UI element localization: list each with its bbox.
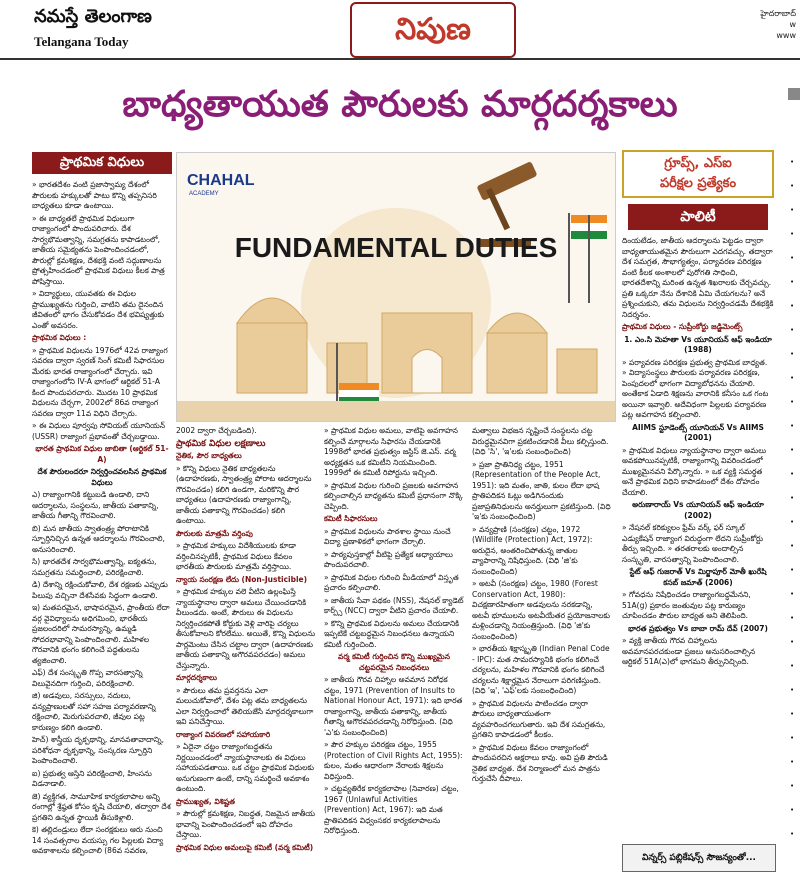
paragraph: » ప్రాథమిక హక్కుల వలె వీటిని ఉల్లంఘిస్తే న్యాయస్థానాల ద్వారా అమలు చేయించడానికి వీలుండదు. అంటే, పౌరులు ఈ విధులను నిర్వర్తించకపోతే కోర్టుకు వెళ్లి వారిపై చర్యలు తీసుకోవాలని కోరలేము. అయితే, కొన్ని విధులను పార్లమెంటు చేసిన చట్టాల ద్వారా (ఉదాహరణకు జాతీయ పతాకాన్ని అగౌరవపరచడం) అమలు చేస్తున్నారు. [176, 587, 316, 670]
case-title: 1. ఎం.సి మెహతా Vs యూనియన్ ఆఫ్ ఇండియా (1988) [624, 334, 772, 354]
paragraph: » పౌరుల్లో క్రమశిక్షణ, నిబద్ధత, నిజమైన జాతీయ భావాన్ని పెంపొందించడంలో ఇవి దోహదం చేస్తాయి. [176, 809, 316, 839]
subheading: ప్రాథమిక విధుల అమలుపై కమిటీ (వర్మ కమిటీ) [176, 842, 314, 852]
paragraph: » పౌరులు తమ ప్రవర్తనను ఎలా మలుచుకోవాలో, దేశం పట్ల తమ బాధ్యతలను ఎలా నిర్వర్తించాలో తెలియజేసే మార్గదర్శకాలుగా ఇవి పనిచేస్తాయి. [176, 685, 314, 726]
paragraph: » కొన్ని ప్రాథమిక విధులను అమలు చేయడానికి ఇప్పటికే చట్టబద్ధమైన నిబంధనలు ఉన్నాయని కమిటీ గుర్తించింది. [324, 618, 460, 649]
paragraph: » ప్రాథమిక విధులను పాటించడం ద్వారా పౌరులు బాధ్యతాయుతంగా వ్యవహరించగలుగుతారు. ఇవి దేశ సమగ్రతను, ప్రగతిని కాపాడడంలో కీలకం. [472, 698, 606, 739]
newspaper-subtitle: Telangana Today [34, 34, 129, 49]
subheading: ప్రాథమిక విధులు : [32, 333, 87, 342]
paragraph: » ప్రజా ప్రాతినిధ్య చట్టం, 1951 (Representation of the People Act, 1951): ఇది మతం, జాతి, కులం లేదా భాష ప్రాతిపదికన ఓట్లు అడిగినందుకు ప్రజాప్రతినిధులను అనర్హులుగా ప్రకటిస్తుంది. (విధి 'ఇ'కు సంబంధించింది) [472, 459, 611, 521]
list-item: హెచ్) శాస్త్రీయ దృక్పథాన్ని, మానవతావాదాన్ని, పరిశోధనా దృక్పథాన్ని, సంస్కరణ స్ఫూర్తిని పెంపొందించాలి. [32, 735, 164, 765]
article-column-4 [472, 426, 612, 787]
left-column-body [32, 180, 172, 859]
column-heading: ప్రాథమిక విధుల లక్షణాలు [176, 438, 266, 449]
paragraph: » ప్రాథమిక విధుల అమలు, వాటిపై అవగాహన కల్పించే మార్గాలను సిఫారసు చేయడానికి 1998లో భారత ప్రభుత్వం జస్టిస్ జె.ఎస్. వర్మ అధ్యక్షతన ఒక కమిటీని నియమించింది. 1999లో ఈ కమిటీ రిపోర్టును ఇచ్చింది. [324, 426, 458, 477]
list-item: డి) దేశాన్ని రక్షించుకోవాలి, దేశ రక్షణకు ఎప్పుడు పిలుపు వచ్చినా దేశసేవకు సిద్ధంగా ఉండాలి. [32, 580, 168, 600]
subheading: మార్గదర్శకాలు [176, 673, 217, 682]
paragraph: » ప్రాథమిక విధులు కేవలం రాజ్యాంగంలో పొందుపరచిన అక్షరాలు కావు. అవి ప్రతి పౌరుడి నైతిక బాధ్యత. దేశ నిర్మాణంలో మన పాత్రను గుర్తుచేసే దీపాలు. [472, 742, 608, 783]
paragraph: » ఈ బాధ్యతలే ప్రాథమిక విధులుగా రాజ్యాంగంలో పొందుపరిచారు. దేశ సార్వభౌమత్వాన్ని, సమగ్రతను కాపాడటంలో, జాతీయ సమైక్యతను పెంపొందించడంలో, పౌరుల్లో క్రమశిక్షణ, దేశభక్తి వంటి సద్గుణాలను ప్రోత్సహించడంలో ప్రాథమిక విధులు కీలక పాత్ర పోషిస్తాయి. [32, 213, 165, 286]
list-item: జె) వ్యక్తిగత, సామూహిక కార్యకలాపాల అన్ని రంగాల్లో శ్రేష్ఠత కోసం కృషి చేయాలి, తద్వారా దేశ ప్రగతిని ఉన్నత స్థాయికి తీసుకెళ్లాలి. [32, 791, 171, 822]
list-item: బి) మన జాతీయ స్వాతంత్ర్య పోరాటానికి స్ఫూర్తినిచ్చిన ఉన్నత ఆదర్శాలను గౌరవించాలి, అనుసరించాలి. [32, 523, 165, 554]
paragraph: » భారతదేశం వంటి ప్రజాస్వామ్య దేశంలో పౌరులకు హక్కులతో పాటు కొన్ని తప్పనిసరి బాధ్యతలు కూడా ఉంటాయి. [32, 180, 157, 210]
web-info: హైదరాబాద్ w www [760, 9, 796, 40]
paragraph: 2002 ద్వారా చేర్చబడింది). [176, 426, 257, 435]
paragraph: » ప్రాథమిక హక్కులు విదేశీయులకు కూడా వర్తించినప్పటికీ, ప్రాథమిక విధులు కేవలం భారతీయ పౌరులకు మాత్రమే వర్తిస్తాయి. [176, 541, 297, 571]
paragraph: » ఈ విధులు పూర్వపు సోవియట్ యూనియన్ (USSR) రాజ్యాంగ ప్రభావంతో చేర్చబడ్డాయి. [32, 421, 166, 441]
paragraph: » కొన్ని విధులు నైతిక బాధ్యతలను (ఉదాహరణకు, స్వాతంత్ర్య పోరాట ఆదర్శాలను గౌరవించడం) కలిగి ఉండగా, మరికొన్ని పౌర బాధ్యతలు (ఉదాహరణకు రాజ్యాంగాన్ని, జాతీయ పతాకాన్ని గౌరవించడం) కలిగి ఉంటాయి. [176, 463, 312, 525]
paragraph: మత్వాలు విభజన సృష్టించే సంస్థలను చట్ట విరుద్ధమైనవిగా ప్రకటించడానికి వీలు కల్పిస్తుంది. (విధి 'సి', 'ఇ'లకు సంబంధించింది) [472, 426, 609, 456]
subheading: పౌరులకు మాత్రమే వర్తింపు [176, 528, 253, 538]
paragraph: » భారతీయ శిక్షాస్మృతి (Indian Penal Code - IPC): మత సామరస్యానికి భంగం కలిగించే చర్యలను, మహిళల గౌరవానికి భంగం కలిగించే చర్యలను శిక్షార్హమైన నేరాలుగా పరిగణిస్తుంది. (విధి 'ఇ', 'ఎఫ్'లకు సంబంధించింది) [472, 644, 610, 695]
paragraph: » వ్యక్తి జాతీయ గౌరవ చిహ్నాలను అవమానపరచకుండా ప్రజలు అనుసరించాల్సిన ఆర్టికల్ 51A(ఎ)లో భాగమని తీర్పునిచ్చింది. [622, 636, 756, 666]
paragraph: » అటవీ (సంరక్షణ) చట్టం, 1980 (Forest Conservation Act, 1980): విచక్షణారహితంగా అడవులను నరకడాన్ని, అటవీ భూములను అటవీయేతర ప్రయోజనాలకు మళ్లించడాన్ని నియంత్రిస్తుంది. (విధి 'జి'కు సంబంధించింది) [472, 579, 610, 641]
paragraph: » చట్టవ్యతిరేక కార్యకలాపాల (నివారణ) చట్టం, 1967 (Unlawful Activities (Prevention) Act, 1967): ఇది మత ప్రాతిపదికన విధ్వంసకర కార్యకలాపాలను నిరోధిస్తుంది. [324, 784, 459, 835]
paragraph: » ప్రాథమిక విధులు న్యాయస్థానాల ద్వారా అమలు అవకపోయినప్పటికీ, రాజ్యాంగాన్ని వివరించడంలో ముఖ్యమైనవని పేర్కొన్నారు. » ఒక వ్యక్తి సమర్థత అనే ప్రాథమిక విధిని కాపాడటంలో దేశం దోహదం చేయాలి. [622, 445, 767, 497]
subheading: నైతిక, పౌర బాధ్యతలు [176, 451, 242, 460]
subheading: ప్రాథమిక విధులు - సుప్రీంకోర్టు జడ్జిమెంట్స్ [622, 322, 743, 331]
list-item: ఇ) మతపరమైన, భాషాపరమైన, ప్రాంతీయ లేదా వర్గ వైవిధ్యాలను అధిగమించి, భారతీయ ప్రజలందరిలో సామరస్యాన్ని, ఉమ్మడి సోదరభావాన్ని పెంపొందించాలి. మహిళల గౌరవానికి భంగం కలిగించే పద్ధతులను త్యజించాలి. [32, 603, 170, 665]
illustration-graphic [177, 153, 615, 421]
list-item: కె) తల్లిదండ్రులు లేదా సంరక్షకులు ఆరు నుంచి 14 సంవత్సరాల వయస్సు గల పిల్లలకు విద్యా అవకాశాలను కల్పించాలి (86వ సవరణ, [32, 825, 164, 855]
paragraph: » నేషనల్ కరిక్యులం ఫ్రేమ్ వర్క్ ఫర్ స్కూల్ ఎడ్యుకేషన్ రాజ్యాంగ విరుద్ధంగా లేదని సుప్రీంకోర్టు తీర్పు ఇచ్చింది. » తరతరాలకు అందాల్సిన సంస్కృతి, వారసత్వాన్ని పెంపొందించాలి. [622, 523, 764, 564]
case-title: AIIMS స్టూడెంట్స్ యూనియన్ Vs AIIMS (2001) [632, 422, 764, 442]
paragraph: దింయటేడం, జాతీయ ఆదర్శాలను పెట్టడం ద్వారా బాధ్యతాయుతమైన పౌరులుగా ఎదగవచ్చు. తద్వారా దేశ సమగ్రత, సౌభాగ్యత్వం, పర్యావరణ పరిరక్షణ వంటి కీలక అంశాలలో పురోగతి సాధించి, భారతదేశాన్ని మరింత ఉన్నత శిఖరాలకు చేర్చవచ్చు. ప్రతి ఒక్కరూ నేను దేశానికి ఏమి చేయగలను? అనే ప్రశ్నించుకుని, తమ విధులను నిర్వర్తించడమే దేశభక్తికి నిదర్శనం. [622, 236, 774, 319]
paragraph: » వన్యప్రాణి (సంరక్షణ) చట్టం, 1972 (Wildlife (Protection) Act, 1972): అరుదైన, అంతరించిపోతున్న జాతుల వ్యాపారాన్ని నిషేధిస్తుంది. (విధి 'జి'కు సంబంధించింది) [472, 524, 593, 576]
list-item: ఎఫ్) దేశ సంస్కృతి గొప్ప వారసత్వాన్ని విలువైనదిగా గుర్తించి, పరిరక్షించాలి. [32, 668, 143, 688]
case-title: అరుణారాయ్ Vs యూనియన్ ఆఫ్ ఇండియా (2002) [632, 500, 764, 520]
paragraph: » పాఠ్యపుస్తకాల్లో వీటిపై ప్రత్యేక అధ్యాయాలు పొందుపరచాలి. [324, 549, 453, 569]
case-title: భారత ప్రభుత్వం Vs బాబా రామ్ దేవ్ (2007) [628, 623, 768, 633]
paragraph: » ప్రాథమిక విధులను పాఠశాల స్థాయి నుంచే విద్యా ప్రణాళికలో భాగంగా చేర్చాలి. [324, 526, 451, 546]
newspaper-name: నమస్తే తెలంగాణ [34, 6, 152, 27]
section-brand: నిపుణ [350, 2, 516, 58]
right-column-body [622, 236, 774, 670]
exam-special-banner [622, 150, 774, 198]
page-edge-bullets: • • • • • • • • • • • • • • • • • • • • • • • • • • • • • [790, 158, 795, 838]
paragraph: » జాతీయ సేవా పథకం (NSS), నేషనల్ క్యాడెట్ కార్ప్స్ (NCC) ద్వారా వీటిని ప్రచారం చేయాలి. [324, 595, 464, 615]
illustration-title: FUNDAMENTAL DUTIES [234, 232, 558, 263]
subheading: న్యాయ సంరక్షణ లేదు (Non-Justicible) [176, 574, 308, 584]
feature-illustration [176, 152, 616, 422]
article-column-2 [176, 426, 316, 855]
paragraph: » పౌర హక్కుల పరిరక్షణ చట్టం, 1955 (Protection of Civil Rights Act, 1955): కులం, మతం ఆధారంగా నేరాలకు శిక్షలను విధిస్తుంది. [324, 740, 463, 781]
article-column-3 [324, 426, 464, 839]
list-item: ఐ) ప్రభుత్వ ఆస్తిని పరిరక్షించాలి, హింసను విడనాడాలి. [32, 768, 152, 788]
paragraph: » గోవధను నిషేధించడం రాజ్యాంగబద్ధమేనని, 51A(g) ప్రకారం జంతువుల పట్ల కారుణ్యం చూపించడం పౌరుల బాధ్యత అని తెలిపింది. [622, 590, 751, 620]
page-headline: బాధ్యతాయుత పౌరులకు మార్గదర్శకాలు [122, 84, 678, 125]
list-subheading: దేశ పౌరులందరూ నిర్వర్తించవలసిన ప్రాథమిక విధులు [37, 467, 167, 487]
subheading: రాజ్యాంగ వివరణలో సహాయకారి [176, 729, 271, 739]
logo-text: CHAHAL [187, 172, 255, 189]
subject-label: పాలిటీ [628, 204, 768, 230]
logo-subtext: ACADEMY [189, 191, 219, 197]
paragraph: » విద్యార్థులు, యువతకు ఈ విధుల ప్రాముఖ్యతను గుర్తించి, వాటిని తమ దైనందిన జీవితంలో భాగం చేసుకోవడం దేశ భవిష్యత్తుకు ఎంతో అవసరం. [32, 289, 165, 330]
left-column-heading: ప్రాథమిక విధులు [32, 152, 172, 174]
subheading: వర్మ కమిటీ గుర్తించిన కొన్ని ముఖ్యమైన చట్టపరమైన నిబంధనలు [338, 652, 450, 672]
paragraph: » ఏదైనా చట్టం రాజ్యాంగబద్ధతను నిర్ణయించడంలో న్యాయస్థానాలకు ఈ విధులు సహాయపడతాయి. ఒక చట్టం ప్రాథమిక విధులకు అనుగుణంగా ఉంటే, దాన్ని సమర్థించే అవకాశం ఉంటుంది. [176, 742, 314, 793]
paragraph: » జాతీయ గౌరవ చిహ్నాల అవమాన నిరోధక చట్టం, 1971 (Prevention of Insults to National Honour Act, 1971): ఇది భారత రాజ్యాంగాన్ని, జాతీయ పతాకాన్ని, జాతీయ గీతాన్ని అగౌరవపరచడాన్ని నిరోధిస్తుంది. (విధి 'ఎ'కు సంబంధించింది) [324, 675, 463, 737]
paragraph: » పర్యావరణ పరిరక్షణ ప్రభుత్వ ప్రాథమిక బాధ్యత. » విద్యాసంస్థలు పౌరులకు పర్యావరణ పరిరక్షణ, పెంపుదలలో భాగంగా విద్యాబోధనను చేయాలి. అంతేకాక ఏడాది శిక్షణను వారానికి కనీసం ఒక గంట అయినా ఇవ్వాలి. అదేవిధంగా పిల్లలకు పర్యావరణ పట్ల అవగాహన కల్పించాలి. [622, 357, 769, 419]
list-item: సి) భారతదేశ సార్వభౌమత్వాన్ని, ఐక్యతను, సమగ్రతను సమర్థించాలి, పరిరక్షించాలి. [32, 557, 157, 577]
subheading: కమిటీ సిఫారసులు [324, 514, 378, 523]
list-heading: భారత ప్రాథమిక విధుల జాబితా (ఆర్టికల్ 51-A) [35, 444, 169, 464]
subheading: ప్రాముఖ్యత, విశిష్టత [176, 796, 235, 806]
banner-line-2: పరీక్షల ప్రత్యేకం [659, 176, 737, 191]
banner-line-1: గ్రూప్స్, ఎస్ఐ [664, 156, 732, 171]
paragraph: » ప్రాథమిక విధుల గురించి మీడియాలో విస్తృత ప్రచారం కల్పించాలి. [324, 572, 459, 592]
list-item: జి) అడవులు, సరస్సులు, నదులు, వన్యప్రాణులతో సహా సహజ పర్యావరణాన్ని రక్షించాలి, మెరుగుపరచాలి, జీవుల పట్ల కారుణ్యం కలిగి ఉండాలి. [32, 691, 156, 732]
list-item: ఎ) రాజ్యాంగానికి కట్టుబడి ఉండాలి, దాని ఆదర్శాలను, సంస్థలను, జాతీయ పతాకాన్ని, జాతీయ గీతాన్ని గౌరవించాలి. [32, 490, 159, 520]
case-title: స్టేట్ ఆఫ్ గుజరాత్ Vs మిర్జాపూర్ మోతీ ఖురేషి కసబ్ జమాత్ (2006) [629, 567, 767, 587]
publication-credit: విన్నర్స్ పబ్లికేషన్స్ సౌజన్యంతో... [622, 844, 776, 872]
paragraph: » ప్రాథమిక విధుల గురించి ప్రజలకు అవగాహన కల్పించాల్సిన బాధ్యతను కమిటీ ప్రధానంగా నొక్కి చెప్పింది. [324, 480, 463, 511]
paragraph: » ప్రాథమిక విధులను 1976లో 42వ రాజ్యాంగ సవరణ ద్వారా స్వరణ్ సింగ్ కమిటీ సిఫారసుల మేరకు భారత రాజ్యాంగంలో చేర్చారు. ఇవి రాజ్యాంగంలోని IV-A భాగంలో ఆర్టికల్ 51-A కింద పొందుపరచారు. మొదట 10 ప్రాథమిక విధులను చేర్చగా, 2002లో 86వ రాజ్యాంగ సవరణ ద్వారా 11వ విధిని చేర్చారు. [32, 345, 168, 418]
